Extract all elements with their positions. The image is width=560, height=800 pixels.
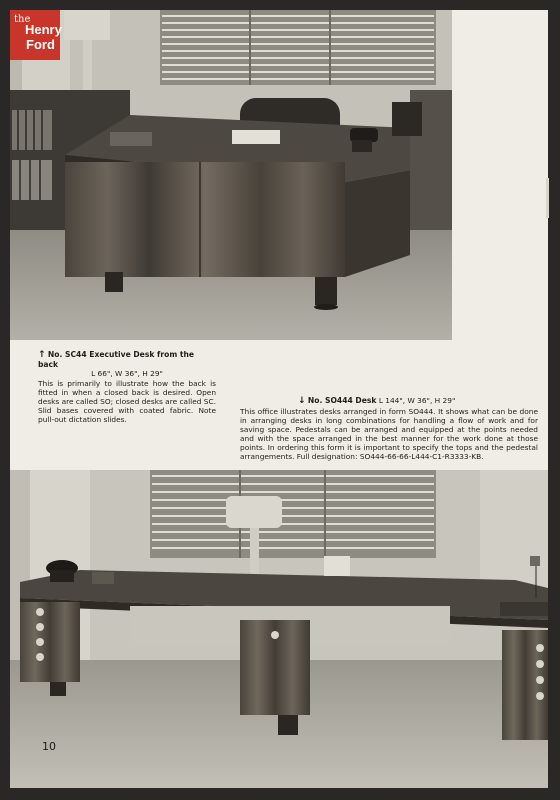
caption1-body: This is primarily to illustrate how the back is fitted in when a closed back is desired. Open desks are called SO; closed desks are called SC. Slid bases covered with coated fabric. Note pull-out dictation slides. (38, 379, 216, 424)
logo-ford: Ford (26, 37, 55, 52)
caption1-dimensions: L 66", W 36", H 29" (91, 369, 163, 378)
caption2-dimensions: L 144", W 36", H 29" (378, 396, 456, 405)
arrow-up-icon: ↑ (38, 350, 46, 360)
logo-the: the (14, 14, 31, 25)
caption2-title: No. SO444 Desk (307, 396, 377, 405)
photo-executive-desk (10, 10, 452, 340)
logo-henry: Henry (25, 22, 62, 37)
caption-executive-desk (38, 350, 216, 424)
catalog-page (10, 10, 548, 788)
arrow-down-icon: ↓ (298, 396, 306, 406)
page-number: 10 (42, 740, 56, 753)
caption-so444-desk (240, 396, 538, 461)
caption2-heading (240, 396, 538, 406)
henry-ford-logo (10, 10, 60, 60)
caption2-body: This office illustrates desks arranged in form SO444. It shows what can be done in arranging desks in long combinations for handling a flow of work and for saving space. Pedestals can be arranged and equipped at the points needed and with the space arranged in the best manner for the work done at those points. In ordering this form it is important to specify the tops and the pedestal arrangements. Full designation: SO444-66-66-L444-C1-R3333-KB. (240, 407, 538, 461)
so444-desk-illustration (10, 470, 548, 788)
page-edge-tab (546, 178, 549, 218)
photo-so444-desk (10, 470, 548, 788)
caption1-title: No. SC44 Executive Desk from the back (38, 350, 195, 369)
caption1-heading (38, 350, 216, 369)
executive-desk-illustration (10, 10, 452, 340)
